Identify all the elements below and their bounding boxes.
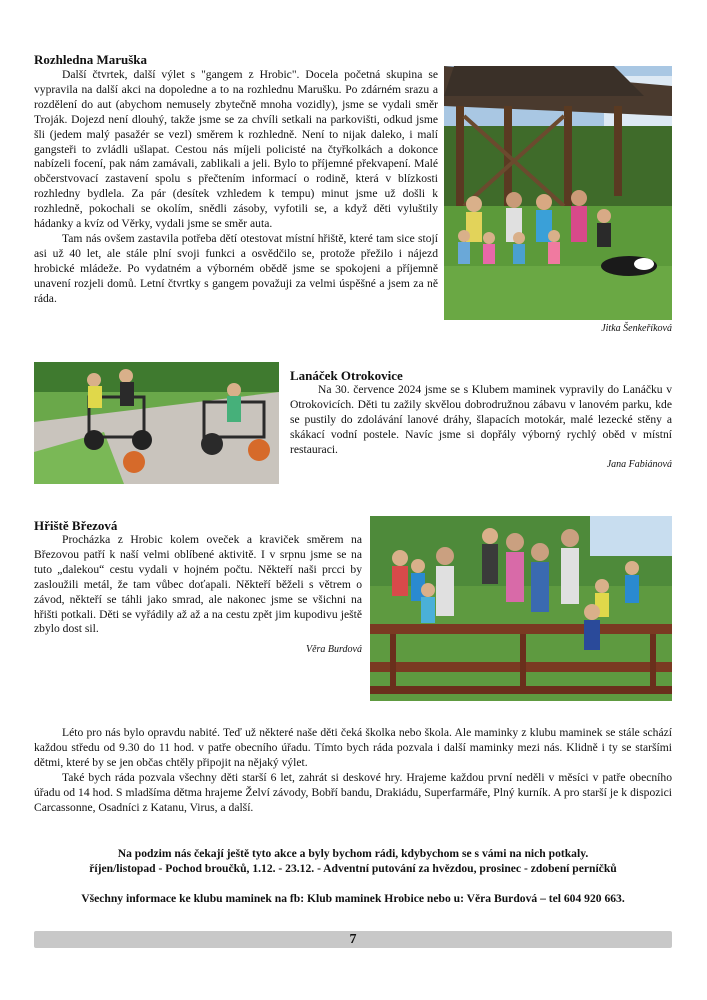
paragraph: Další čtvrtek, další výlet s "gangem z Hrobic". Docela početná skupina se vypravila na další akci na dopoledne a to na rozhlednu Marušku. Po zdárném srazu a rozdělení do aut (abychom nemusely zbytečně mnoha vozidly), jsme se vydali směr Troják. Dojezd není dlouhý, takže jsme se za chvíli setkali na parkovišti, odkud jsme šli (jedem malý pasažér se vezl) směrem k rozhledně. Není to nijak daleko, i malí gangsteři to zvládli ušlapat. Cestou nás míjeli policisté na čtyřkolkách a dokonce nabízeli focení, pak nám zamávali, zablikali a jeli. Bylo to příjemné překvapení. Malé občerstvovací zastavení spolu s přečtením informací o rodině, která v blízkosti rozhledny bydlela. Za pár (desítek vzhledem k tempu) minut jsme už došli k rozhledně, pokochali se okolím, snědli zásoby, vyfotili se, a když děti vyluštily hádanky a kvíz od Věrky, vydali jsme se směr auta. xyxy=(34,68,438,231)
paragraph: Tam nás ovšem zastavila potřeba dětí otestovat místní hřiště, které tam sice stojí asi už 40 let, ale stále plní svoji funkci a osvědčilo se, protože přežilo i nájezd hrobické mládeže. Po vydatném a výborném obědě jsme se spokojeni a příjemně unavení rozjeli domů. Letní čtvrtky s gangem považuji za velmi úspěšné a jsem za ně ráda. xyxy=(34,231,438,305)
page-footer xyxy=(34,931,672,948)
playground-bench-photo xyxy=(370,516,672,701)
section-title-lanacek: Lanáček Otrokovice xyxy=(290,368,403,383)
tower-group-photo xyxy=(444,66,672,320)
summary-text xyxy=(34,726,672,815)
pedal-karts-photo xyxy=(34,362,279,484)
section-text-lanacek xyxy=(290,383,672,458)
paragraph: Léto pro nás bylo opravdu nabité. Teď už některé naše děti čeká školka nebo škola. Ale maminky z klubu maminek se stále schází každou středu od 9.30 do 11 hod. v patře obecního úřadu. Tímto bych ráda pozvala i další maminky mezi nás. Klidně i ty se staršími dětmi, které by se jen občas chtěly připojit na nějaký výlet. xyxy=(34,726,672,769)
contact-info: Všechny informace ke klubu maminek na fb: Klub maminek Hrobice nebo u: Věra Burdová – tel 604 920 663. xyxy=(81,892,625,905)
author-signature: Jitka Šenkeříková xyxy=(601,323,672,334)
announcement-line: Na podzim nás čekají ještě tyto akce a byly bychom rádi, kdybychom se s vámi na nich potkaly. xyxy=(117,847,589,860)
paragraph: Procházka z Hrobic kolem oveček a kraviček směrem na Březovou patří k naší velmi oblíbené aktivitě. I v srpnu jsme se na tuto „dalekou“ cestu vydali v hojném počtu. Někteří naši prcci by zasloužili metál, že tam vůbec doťapali. Někteří běželi s větrem o závod, někteří se táhli jako smrad, ale nakonec jsme se všichni na hřišti potkali. Děti se vyřádily až až a na cestu zpět jim kupodivu ještě zbylo dost sil. xyxy=(34,533,362,636)
section-title-hriste: Hřiště Březová xyxy=(34,518,118,533)
page-number: 7 xyxy=(349,932,357,947)
section-text-hriste xyxy=(34,533,362,637)
author-signature: Jana Fabiánová xyxy=(606,459,672,470)
author-signature: Věra Burdová xyxy=(305,644,362,655)
paragraph: Také bych ráda pozvala všechny děti starší 6 let, zahrát si deskové hry. Hrajeme každou první neděli v měsíci v patře obecního úřadu od 14 hod. S mladšíma dětma hrajeme Želví závody, Bobří bandu, Drakiádu, Superfarmáře, Plný kurník. A pro starší je k dispozici Carcassonne, Osadníci z Katanu, Virus, a další. xyxy=(34,770,672,814)
section-title-rozhledna: Rozhledna Maruška xyxy=(34,52,148,67)
paragraph: Na 30. července 2024 jsme se s Klubem maminek vypravily do Lanáčku v Otrokovicích. Děti tu zažily skvělou dobrodružnou zábavu v lanovém parku, kde se pustily do zdolávání lanové dráhy, šlapacích motokár, malé lezecké stěny a skákací vodní postele. Navíc jsme si dopřály výborný rychlý oběd v místní restauraci. xyxy=(290,383,672,456)
section-text-rozhledna xyxy=(34,68,438,307)
announcement-events: říjen/listopad - Pochod broučků, 1.12. - 23.12. - Adventní putování za hvězdou, prosinec - zdobení perníčků xyxy=(89,862,617,875)
